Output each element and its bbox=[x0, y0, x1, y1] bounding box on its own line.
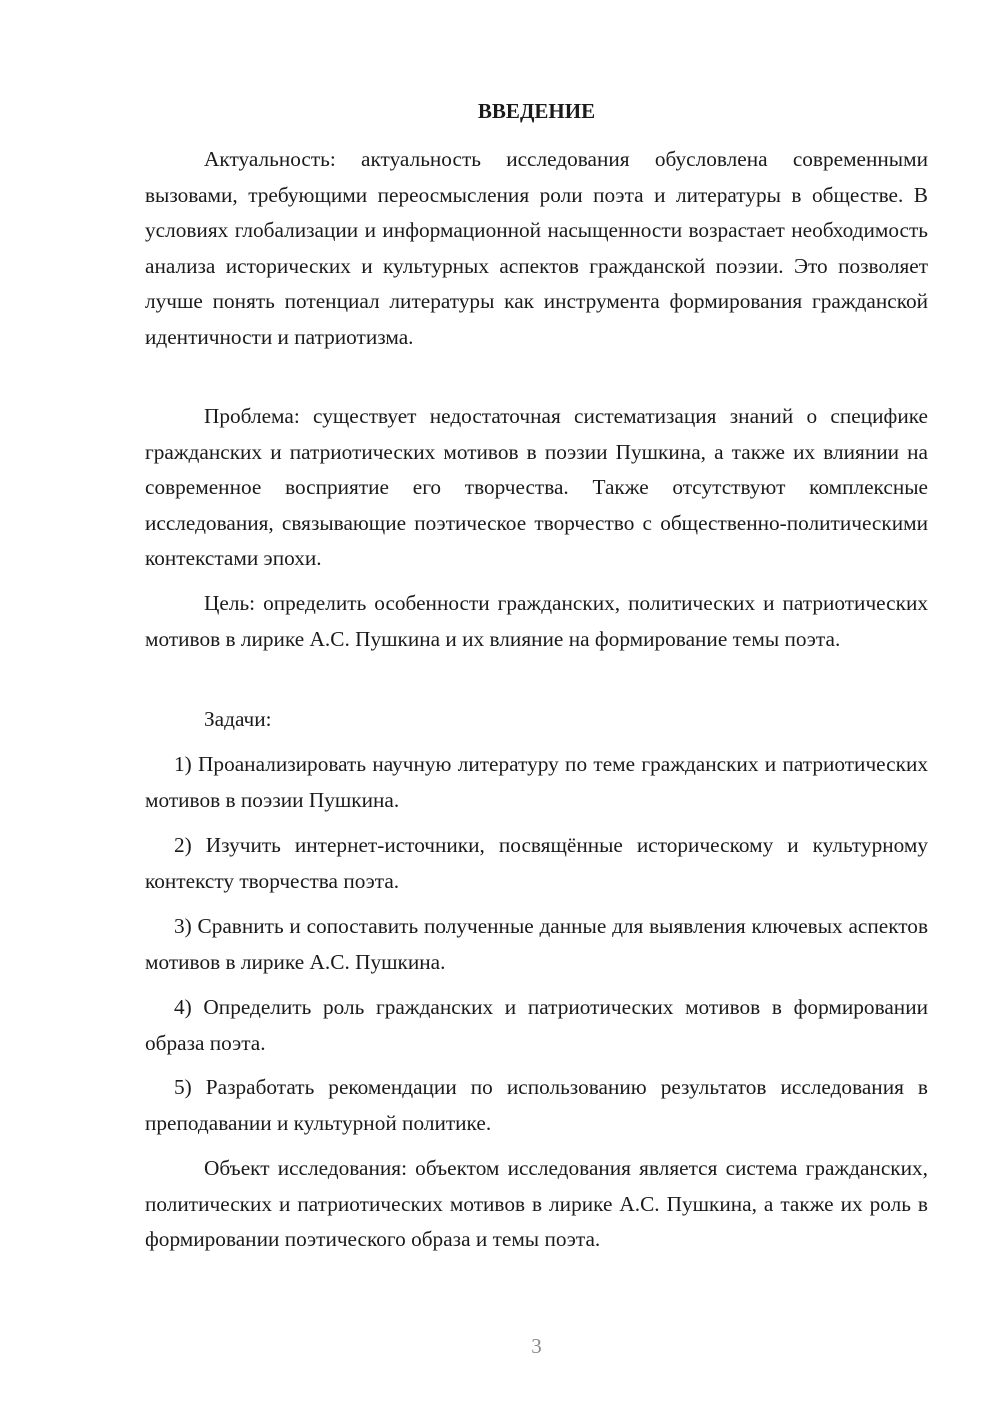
tasks-label: Задачи: bbox=[204, 707, 272, 731]
task-item: 3) Сравнить и сопоставить полученные данные для выявления ключевых аспектов мотивов в лирике А.С. Пушкина. bbox=[145, 914, 928, 974]
task-item: 2) Изучить интернет-источники, посвящённые историческому и культурному контексту творчества поэта. bbox=[145, 833, 928, 893]
page-number: 3 bbox=[531, 1334, 542, 1358]
task-item: 5) Разработать рекомендации по использованию результатов исследования в преподавании и культурной политике. bbox=[145, 1075, 928, 1135]
section-heading: ВВЕДЕНИЕ bbox=[477, 99, 596, 123]
task-item: 1) Проанализировать научную литературу по теме гражданских и патриотических мотивов в поэзии Пушкина. bbox=[145, 752, 928, 812]
relevance-paragraph: Актуальность: актуальность исследования обусловлена современными вызовами, требующими переосмысления роли поэта и литературы в обществе. В условиях глобализации и информационной насыщенности возрастает необходимость анализа исторических и культурных аспектов гражданской поэзии. Это позволяет лучше понять потенциал литературы как инструмента формирования гражданской идентичности и патриотизма. bbox=[145, 147, 928, 349]
problem-paragraph: Проблема: существует недостаточная систематизация знаний о специфике гражданских и патриотических мотивов в поэзии Пушкина, а также их влиянии на современное восприятие его творчества. Также отсутствуют комплексные исследования, связывающие поэтическое творчество с общественно-политическими контекстами эпохи. bbox=[145, 404, 928, 571]
goal-paragraph: Цель: определить особенности гражданских, политических и патриотических мотивов в лирике А.С. Пушкина и их влияние на формирование темы поэта. bbox=[145, 591, 928, 651]
task-item: 4) Определить роль гражданских и патриотических мотивов в формировании образа поэта. bbox=[145, 995, 928, 1055]
document-page bbox=[145, 0, 928, 1414]
object-paragraph: Объект исследования: объектом исследования является система гражданских, политических и патриотических мотивов в лирике А.С. Пушкина, а также их роль в формировании поэтического образа и темы поэта. bbox=[145, 1156, 928, 1252]
